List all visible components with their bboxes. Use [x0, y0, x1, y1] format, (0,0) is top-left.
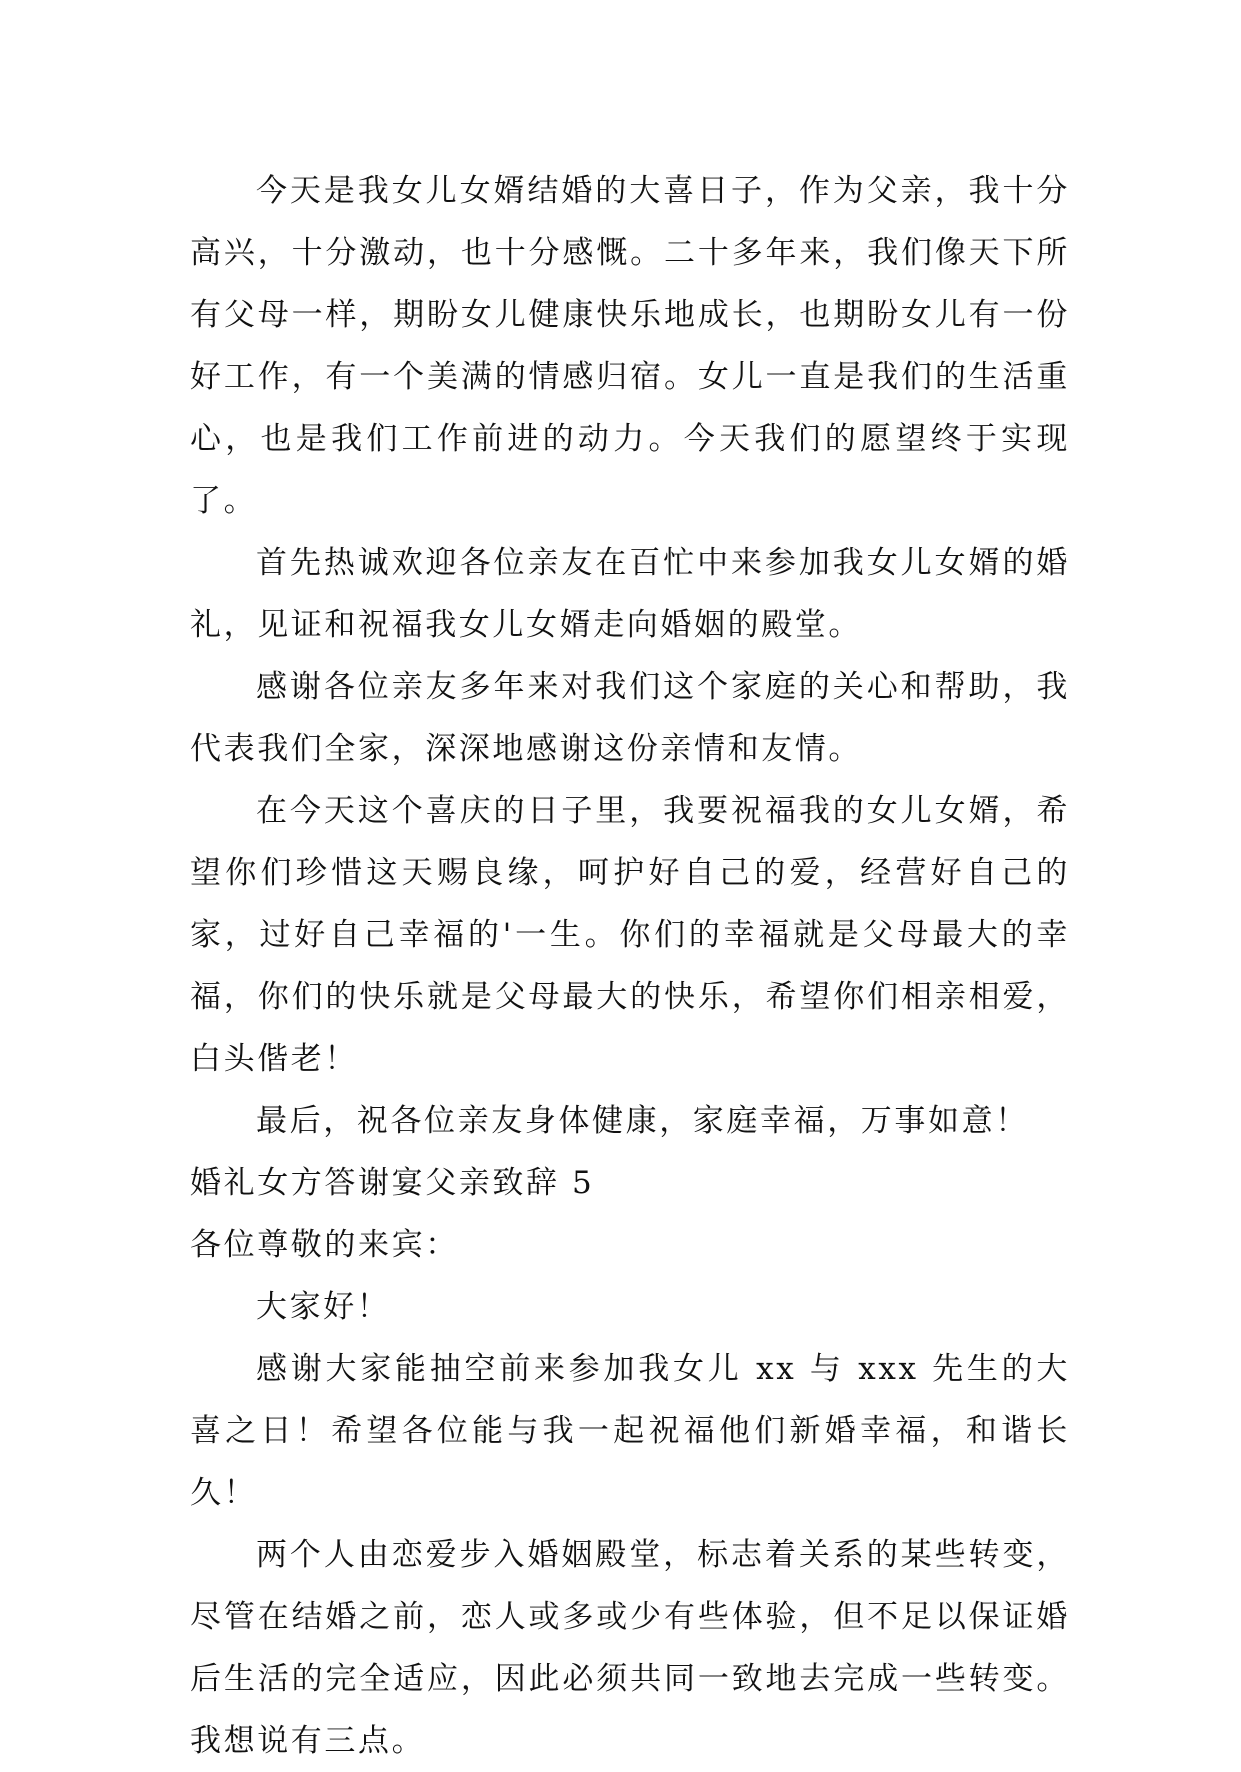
- paragraph-welcome: 首先热诚欢迎各位亲友在百忙中来参加我女儿女婿的婚礼，见证和祝福我女儿女婿走向婚姻的殿堂。: [190, 545, 1070, 643]
- paragraph-opening: 今天是我女儿女婿结婚的大喜日子，作为父亲，我十分高兴，十分激动，也十分感慨。二十多年来，我们像天下所有父母一样，期盼女儿健康快乐地成长，也期盼女儿有一份好工作，有一个美满的情感归宿。女儿一直是我们的生活重心，也是我们工作前进的动力。今天我们的愿望终于实现了。: [190, 173, 1070, 519]
- paragraph-marriage-transition: 两个人由恋爱步入婚姻殿堂，标志着关系的某些转变，尽管在结婚之前，恋人或多或少有些体验，但不足以保证婚后生活的完全适应，因此必须共同一致地去完成一些转变。我想说有三点。: [190, 1537, 1070, 1759]
- salutation: 各位尊敬的来宾：: [190, 1227, 459, 1263]
- document-page: [190, 160, 1070, 1772]
- paragraph-closing-wishes: 最后，祝各位亲友身体健康，家庭幸福，万事如意！: [256, 1103, 1029, 1139]
- section-heading: 婚礼女方答谢宴父亲致辞 5: [190, 1165, 595, 1201]
- paragraph-gratitude: 感谢大家能抽空前来参加我女儿 xx 与 xxx 先生的大喜之日！希望各位能与我一起祝福他们新婚幸福，和谐长久！: [190, 1351, 1070, 1511]
- paragraph-thanks: 感谢各位亲友多年来对我们这个家庭的关心和帮助，我代表我们全家，深深地感谢这份亲情和友情。: [190, 669, 1070, 767]
- paragraph-blessing: 在今天这个喜庆的日子里，我要祝福我的女儿女婿，希望你们珍惜这天赐良缘，呵护好自己的爱，经营好自己的家，过好自己幸福的'一生。你们的幸福就是父母最大的幸福，你们的快乐就是父母最大的快乐，希望你们相亲相爱，白头偕老！: [190, 793, 1070, 1077]
- greeting: 大家好！: [256, 1289, 391, 1325]
